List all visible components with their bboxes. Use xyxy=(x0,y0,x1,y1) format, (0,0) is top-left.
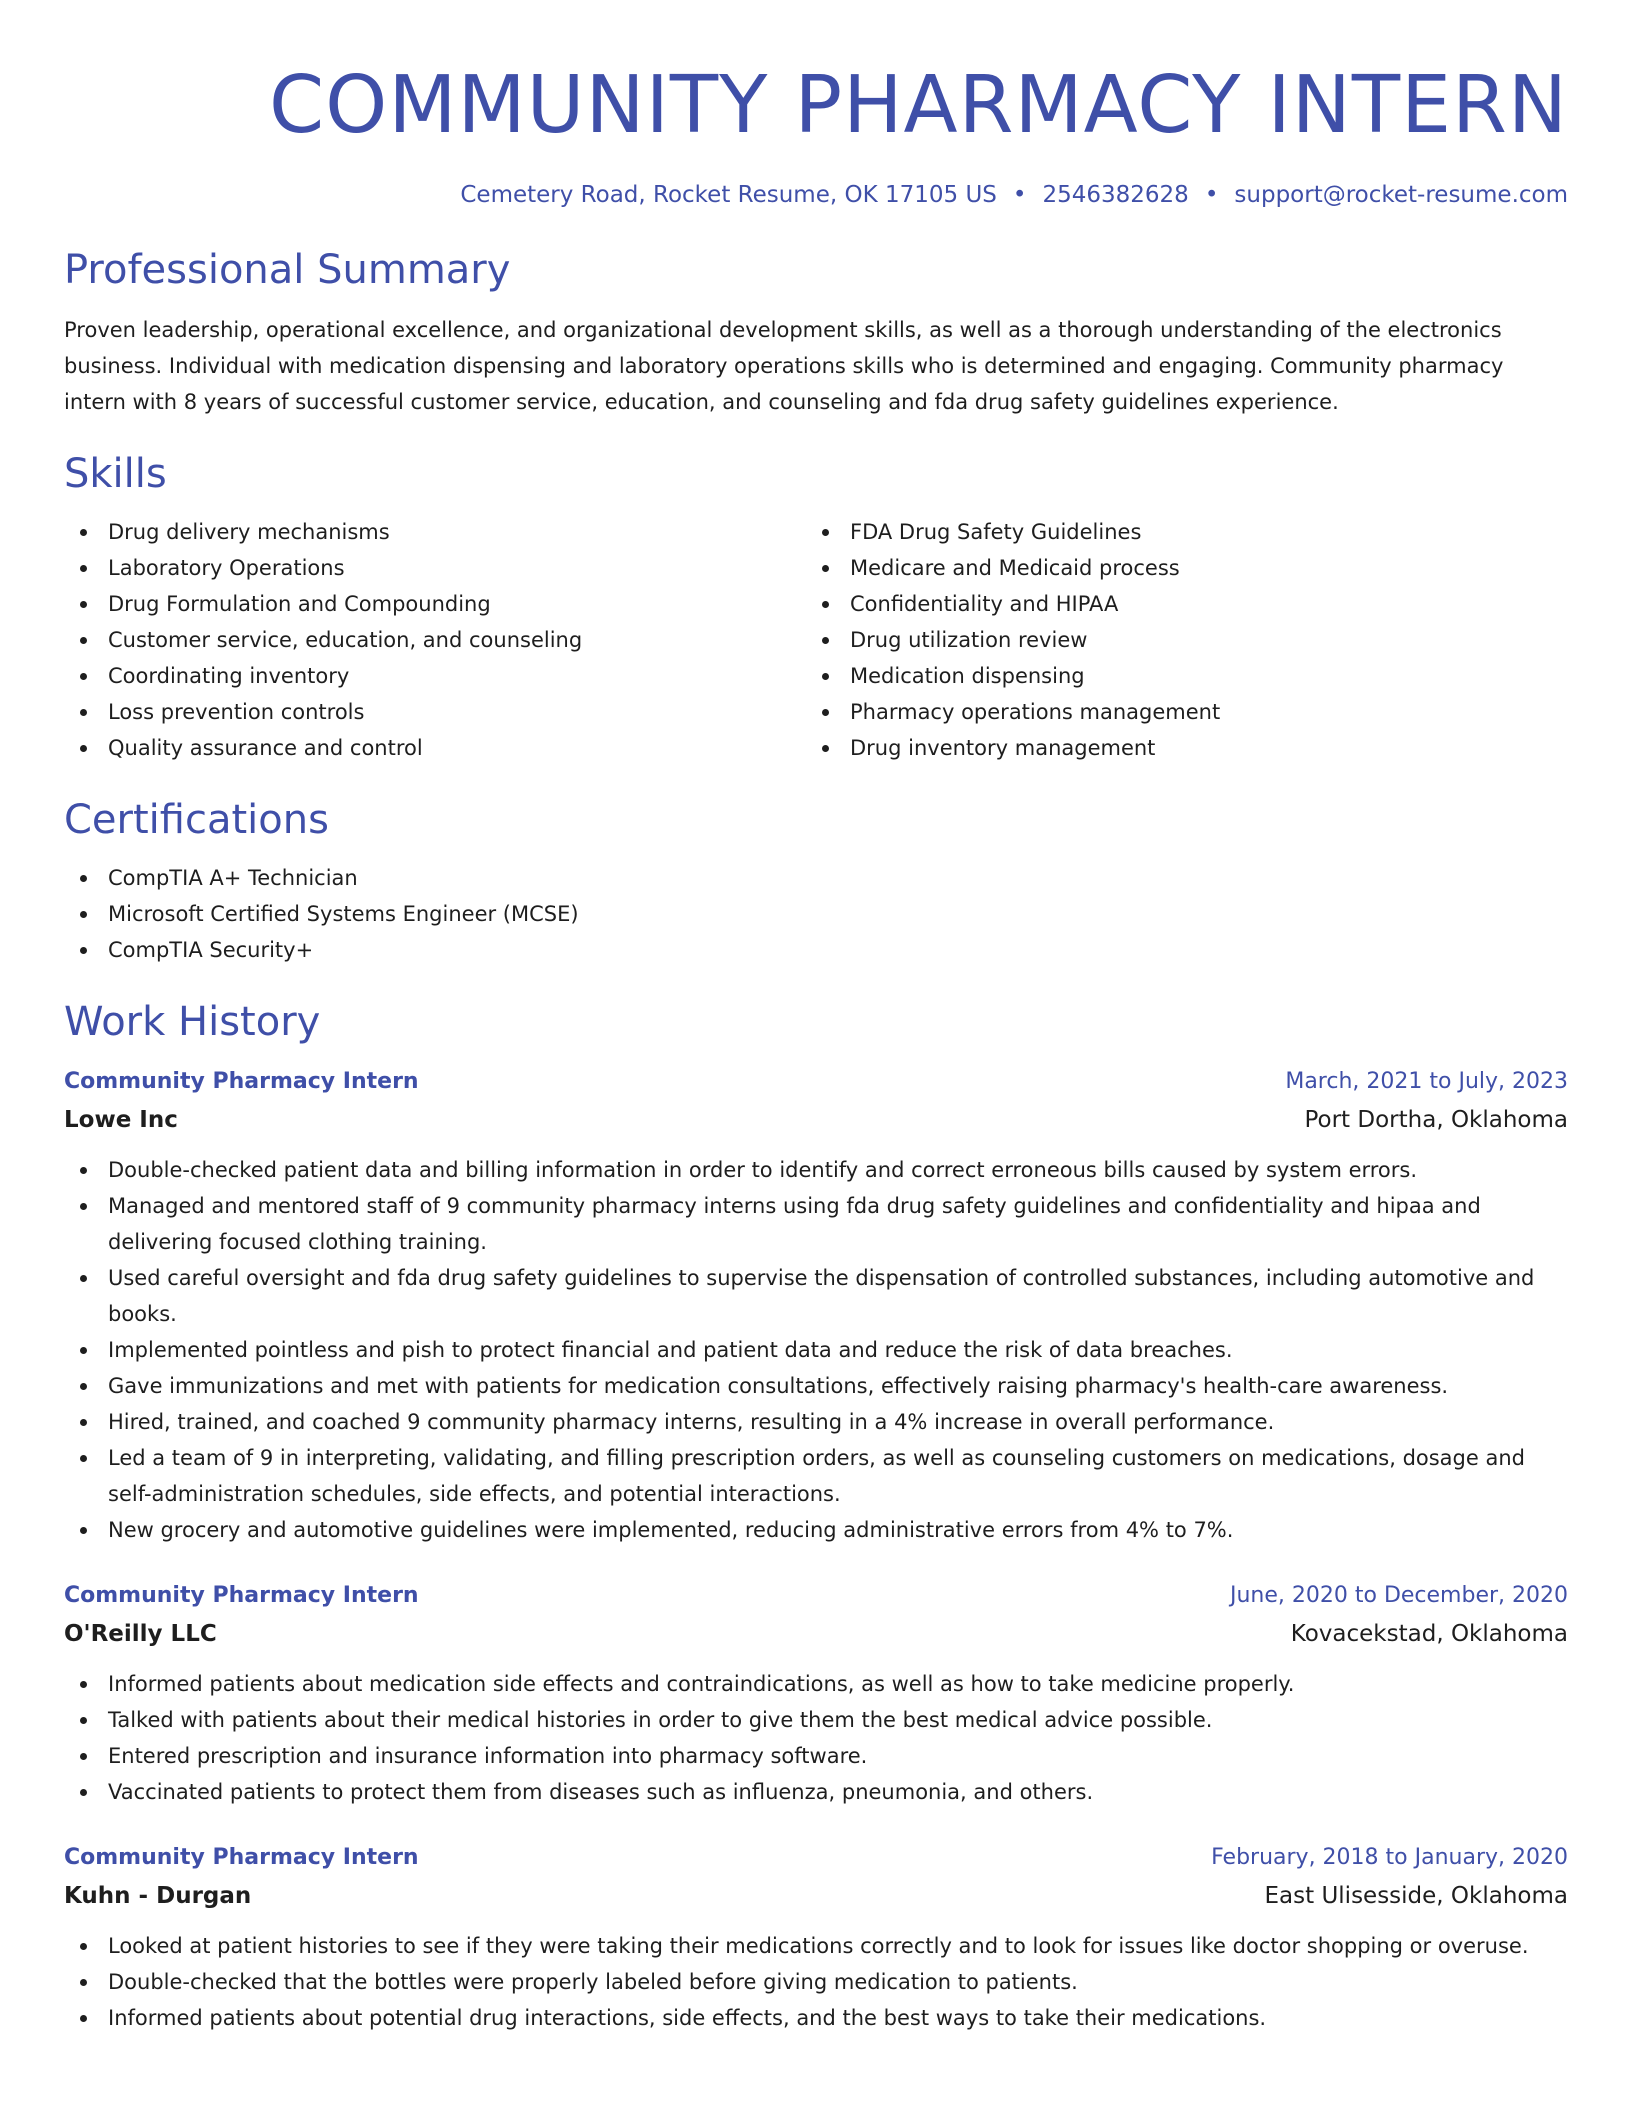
contact-line xyxy=(64,180,1568,210)
contact-email[interactable]: support@rocket-resume.com xyxy=(1234,182,1568,208)
job-duty: New grocery and automotive guidelines were implemented, reducing administrative errors from 4% to 7%. xyxy=(64,1512,1568,1548)
resume-header xyxy=(64,56,1568,210)
job-duty: Double-checked patient data and billing information in order to identify and correct erroneous bills caused by system errors. xyxy=(64,1152,1568,1188)
job-title: Community Pharmacy Intern xyxy=(64,1583,419,1608)
job-company: O'Reilly LLC xyxy=(64,1621,217,1647)
certifications-heading: Certifications xyxy=(64,797,329,843)
job-duty: Looked at patient histories to see if they were taking their medications correctly and to look for issues like doctor shopping or overuse. xyxy=(64,1928,1568,1964)
job-duties-list xyxy=(64,1928,1568,2036)
contact-phone: 2546382628 xyxy=(1042,182,1189,208)
job-dates: February, 2018 to January, 2020 xyxy=(1211,1845,1568,1870)
job-title-row xyxy=(64,1064,1568,1100)
job-dates: March, 2021 to July, 2023 xyxy=(1285,1069,1568,1094)
certifications-section xyxy=(64,794,1568,968)
summary-section xyxy=(64,244,1568,420)
job-company: Kuhn - Durgan xyxy=(64,1883,252,1909)
skill-item: Drug inventory management xyxy=(806,730,1548,766)
job-location: East Ulisesside, Oklahoma xyxy=(1264,1883,1568,1909)
job-duty: Double-checked that the bottles were properly labeled before giving medication to patients. xyxy=(64,1964,1568,2000)
skill-item: Medication dispensing xyxy=(806,658,1548,694)
job-duties-list xyxy=(64,1666,1568,1810)
job-duty: Implemented pointless and pish to protect financial and patient data and reduce the risk of data breaches. xyxy=(64,1332,1568,1368)
job-dates: June, 2020 to December, 2020 xyxy=(1229,1583,1568,1608)
job-duty: Informed patients about potential drug interactions, side effects, and the best ways to take their medications. xyxy=(64,2000,1568,2036)
contact-separator: • xyxy=(1204,182,1219,208)
skills-heading: Skills xyxy=(64,451,167,497)
skill-item: Confidentiality and HIPAA xyxy=(806,586,1548,622)
candidate-name: COMMUNITY PHARMACY INTERN xyxy=(269,59,1568,151)
skills-grid xyxy=(64,514,1568,766)
contact-separator: • xyxy=(1012,182,1027,208)
job-location: Kovacekstad, Oklahoma xyxy=(1290,1621,1568,1647)
job-entry xyxy=(64,1840,1568,2036)
job-duty: Managed and mentored staff of 9 community pharmacy interns using fda drug safety guidelines and confidentiality and hipaa and delivering focused clothing training. xyxy=(64,1188,1568,1260)
certifications-list xyxy=(64,860,1568,968)
job-duty: Gave immunizations and met with patients for medication consultations, effectively raising pharmacy's health-care awareness. xyxy=(64,1368,1568,1404)
skills-section xyxy=(64,448,1568,766)
job-duties-list xyxy=(64,1152,1568,1548)
job-duty: Hired, trained, and coached 9 community pharmacy interns, resulting in a 4% increase in overall performance. xyxy=(64,1404,1568,1440)
job-title-row xyxy=(64,1840,1568,1876)
skill-item: Loss prevention controls xyxy=(64,694,806,730)
job-company-row xyxy=(64,1876,1568,1916)
skill-item: Drug utilization review xyxy=(806,622,1548,658)
work-history-heading: Work History xyxy=(64,999,321,1045)
job-duty: Entered prescription and insurance information into pharmacy software. xyxy=(64,1738,1568,1774)
skill-item: Customer service, education, and counseling xyxy=(64,622,806,658)
certification-item: CompTIA Security+ xyxy=(64,932,1568,968)
contact-address: Cemetery Road, Rocket Resume, OK 17105 US xyxy=(460,182,997,208)
skill-item: Laboratory Operations xyxy=(64,550,806,586)
skills-list-left xyxy=(64,514,806,766)
job-company: Lowe Inc xyxy=(64,1107,178,1133)
job-duty: Talked with patients about their medical histories in order to give them the best medical advice possible. xyxy=(64,1702,1568,1738)
job-duty: Led a team of 9 in interpreting, validating, and filling prescription orders, as well as counseling customers on medications, dosage and self-administration schedules, side effects, and potential interactions. xyxy=(64,1440,1568,1512)
certification-item: CompTIA A+ Technician xyxy=(64,860,1568,896)
skills-list-right xyxy=(806,514,1548,766)
job-company-row xyxy=(64,1100,1568,1140)
job-title-row xyxy=(64,1578,1568,1614)
job-duty: Informed patients about medication side effects and contraindications, as well as how to take medicine properly. xyxy=(64,1666,1568,1702)
skill-item: FDA Drug Safety Guidelines xyxy=(806,514,1548,550)
certification-item: Microsoft Certified Systems Engineer (MCSE) xyxy=(64,896,1568,932)
job-entry xyxy=(64,1578,1568,1810)
job-duty: Vaccinated patients to protect them from diseases such as influenza, pneumonia, and others. xyxy=(64,1774,1568,1810)
work-history-section xyxy=(64,996,1568,2036)
skill-item: Drug Formulation and Compounding xyxy=(64,586,806,622)
job-title: Community Pharmacy Intern xyxy=(64,1845,419,1870)
job-duty: Used careful oversight and fda drug safety guidelines to supervise the dispensation of controlled substances, including automotive and books. xyxy=(64,1260,1568,1332)
summary-heading: Professional Summary xyxy=(64,247,511,293)
skill-item: Quality assurance and control xyxy=(64,730,806,766)
job-entry xyxy=(64,1064,1568,1548)
skill-item: Drug delivery mechanisms xyxy=(64,514,806,550)
summary-text: Proven leadership, operational excellence, and organizational development skills, as well as a thorough understanding of the electronics business. Individual with medication dispensing and laboratory operations skills who is determined and engaging. Community pharmacy intern with 8 years of successful customer service, education, and counseling and fda drug safety guidelines experience. xyxy=(64,318,1504,414)
job-title: Community Pharmacy Intern xyxy=(64,1069,419,1094)
skill-item: Pharmacy operations management xyxy=(806,694,1548,730)
job-company-row xyxy=(64,1614,1568,1654)
skill-item: Medicare and Medicaid process xyxy=(806,550,1548,586)
job-location: Port Dortha, Oklahoma xyxy=(1304,1107,1568,1133)
skill-item: Coordinating inventory xyxy=(64,658,806,694)
